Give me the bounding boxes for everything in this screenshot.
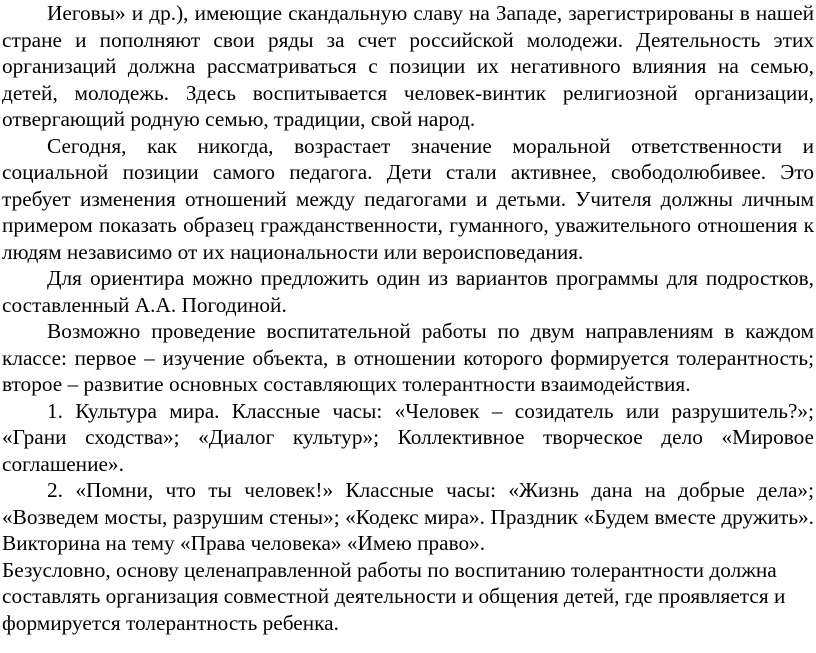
- paragraph-item-culture-of-peace: 1. Культура мира. Классные часы: «Человек – созидатель или разрушитель?»; «Грани сходства»; «Диалог культур»; Коллективное творческое дело «Мировое соглашение».: [2, 398, 814, 476]
- paragraph-item-remember-human: 2. «Помни, что ты человек!» Классные часы: «Жизнь дана на добрые дела»; «Возведем мосты, разрушим стены»; «Кодекс мира». Праздник «Будем вместе дружить». Викторина на тему «Права человека» «Имею право».: [2, 478, 814, 555]
- paragraph-program-reference: Для ориентира можно предложить один из вариантов программы для подростков, составленный А.А. Погодиной.: [2, 266, 814, 317]
- paragraph-sects-continuation: Иеговы» и др.), имеющие скандальную славу на Западе, зарегистрированы в нашей стране и пополняют свои ряды за счет российской молодежи. Деятельность этих организаций должна рассматриваться с позиции их негативного влияния на семью, детей, молодежь. Здесь воспитывается человек-винтик религиозной организации, отвергающий родную семью, традиции, свой народ.: [2, 1, 814, 131]
- paragraph-teacher-responsibility: Сегодня, как никогда, возрастает значение моральной ответственности и социальной позиции самого педагога. Дети стали активнее, свободолюбивее. Это требует изменения отношений между педагогами и детьми. Учителя должны личным примером показать образец гражданственности, гуманного, уважительного отношения к людям независимо от их национальности или вероисповедания.: [2, 133, 814, 264]
- paragraph-conclusion: Безусловно, основу целенаправленной работы по воспитанию толерантности должна составлять организация совместной деятельности и общения детей, где проявляется и формируется толерантность ребенка.: [2, 557, 786, 635]
- paragraph-two-directions: Возможно проведение воспитательной работы по двум направлениям в каждом классе: первое – изучение объекта, в отношении которого формируется толерантность; второе – развитие основных составляющих толерантности взаимодействия.: [2, 319, 814, 396]
